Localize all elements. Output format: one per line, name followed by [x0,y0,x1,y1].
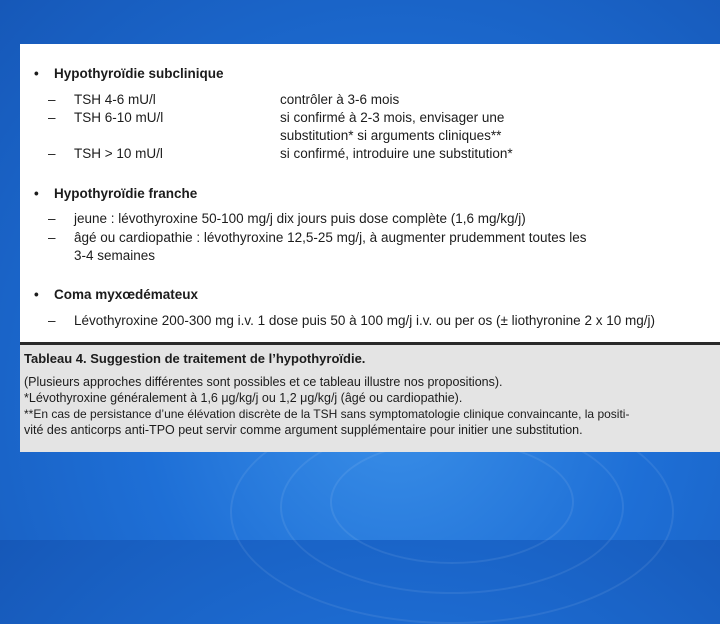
caption-line: *Lévothyroxine généralement à 1,6 μg/kg/j ou 1,2 μg/kg/j (âgé ou cardiopathie). [24,391,463,405]
dash-icon: – [48,146,56,161]
dash-icon: – [48,211,56,226]
dash-icon: – [48,230,56,245]
row-value: si confirmé à 2-3 mois, envisager une [280,110,505,125]
section-heading-overt [34,186,197,201]
bullet-icon: • [34,287,39,302]
treatment-table [20,44,720,342]
row-value: si confirmé, introduire une substitution* [280,146,513,161]
caption-title: Tableau 4. Suggestion de traitement de l’hypothyroïdie. [24,351,366,366]
slide-card [20,44,720,452]
section-heading-subclinical [34,66,224,81]
caption-line: (Plusieurs approches différentes sont possibles et ce tableau illustre nos propositions). [24,375,503,389]
row-text: Lévothyroxine 200-300 mg i.v. 1 dose puis 50 à 100 mg/j i.v. ou per os (± liothyronine 2 x 10 mg/j) [74,313,655,328]
row-label: TSH > 10 mU/l [74,146,163,161]
bullet-icon: • [34,66,39,81]
dash-icon: – [48,92,56,107]
section-title: Hypothyroïdie franche [54,186,198,201]
row-value-continuation: substitution* si arguments cliniques** [280,128,502,143]
row-text: jeune : lévothyroxine 50-100 mg/j dix jours puis dose complète (1,6 mg/kg/j) [74,211,526,226]
caption-line: vité des anticorps anti-TPO peut servir comme argument supplémentaire pour initier une substitution. [24,423,583,437]
row-text-continuation: 3-4 semaines [74,248,156,263]
caption-line: **En cas de persistance d’une élévation discrète de la TSH sans symptomatologie clinique convaincante, la positi- [24,407,630,421]
table-caption [20,345,720,452]
dash-icon: – [48,110,56,125]
row-text: âgé ou cardiopathie : lévothyroxine 12,5-25 mg/j, à augmenter prudemment toutes les [74,230,587,245]
row-value: contrôler à 3-6 mois [280,92,400,107]
section-heading-coma [34,287,198,302]
section-title: Hypothyroïdie subclinique [54,66,224,81]
row-label: TSH 6-10 mU/l [74,110,164,125]
bullet-icon: • [34,186,39,201]
row-label: TSH 4-6 mU/l [74,92,156,107]
section-title: Coma myxœdémateux [54,287,199,302]
dash-icon: – [48,313,56,328]
